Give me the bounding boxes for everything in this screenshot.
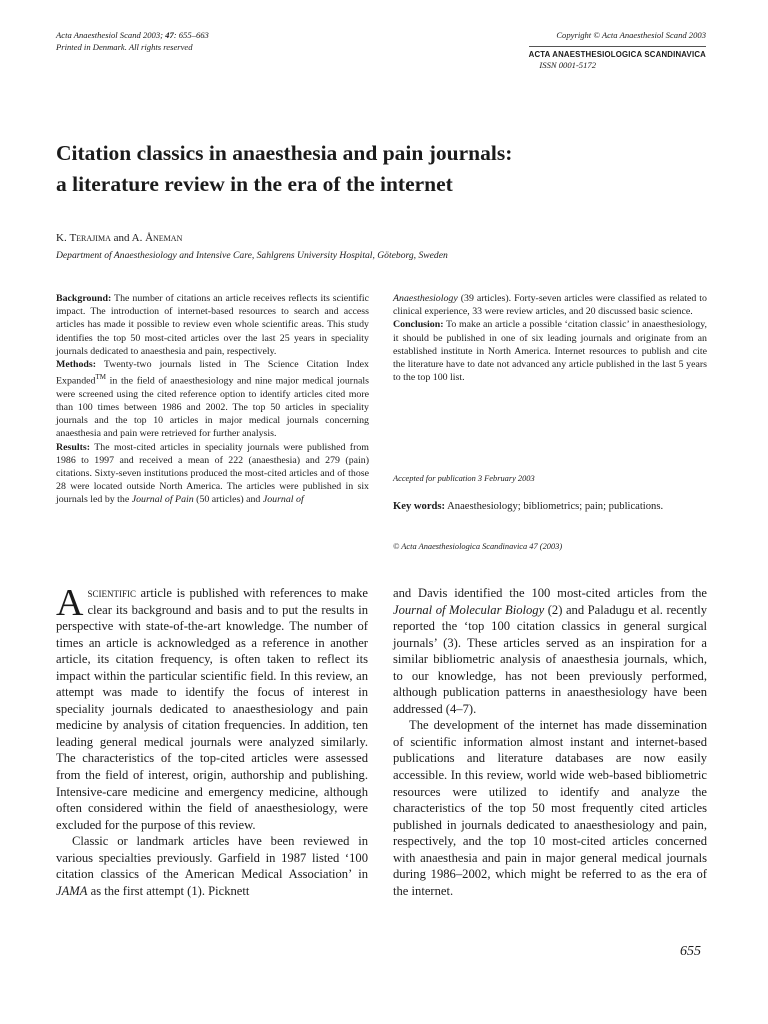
jama: JAMA xyxy=(56,883,88,898)
results-text-1: The most-cited articles in speciality journals were published from 1986 to 1997 and received a mean of 222 (anaesthesia) and 279 (pain) citations. Sixty-seven institutions produced the most-cited articles and of those 28 were located outside North America. The articles were published in six journals led by the xyxy=(56,441,369,506)
body-right-column xyxy=(393,585,707,899)
copyright-line: © Acta Anaesthesiologica Scandinavica 47 (2003) xyxy=(393,542,563,551)
results-text-3: (39 articles). Forty-seven articles were classified as related to clinical experience, 33 were review articles, and 20 discussed basic science. xyxy=(393,293,707,318)
authors xyxy=(56,232,182,244)
paragraph-2-text-1: Classic or landmark articles have been reviewed in various specialties previously. Garfield in 1987 listed ‘100 citation classics of the American Medical Association’ in xyxy=(56,834,368,882)
title-line-2: a literature review in the era of the internet xyxy=(56,172,453,196)
journal-anaesthesiology: Anaesthesiology xyxy=(393,293,458,304)
journal-citation-header xyxy=(56,30,209,53)
intro-paragraph-3: The development of the internet has made dissemination of scientific information almost instant and internet-based publications and literature databases are now easily accessible. In this review, world wide web-based bibliometric resources were utilized to identify and analyze the characteristics of the top 50 most frequently cited articles published in journals dedicated to anaesthesiology and pain, respectively, and the top 10 most-cited articles concerned with anaesthesia and pain in major general medical journals during 1986–2002, which might be referred to as the era of the internet. xyxy=(393,718,707,898)
paragraph-3-text-1: and Davis identified the 100 most-cited articles from the xyxy=(393,586,707,600)
page-number: 655 xyxy=(680,944,701,959)
keywords-text: Anaesthesiology; bibliometrics; pain; publications. xyxy=(445,501,664,512)
body-left-column xyxy=(56,582,368,899)
pages: : 655–663 xyxy=(173,30,209,40)
abstract-results xyxy=(56,441,369,507)
abstract-right-column xyxy=(393,292,707,384)
journal-of-pain: Journal of Pain xyxy=(131,494,194,506)
journal-header-right xyxy=(529,30,706,72)
keywords-label: Key words: xyxy=(393,501,446,512)
author-2-initial: A. xyxy=(131,232,146,244)
intro-paragraph-2-cont xyxy=(393,585,707,717)
abstract-methods xyxy=(56,358,369,441)
methods-label: Methods: xyxy=(56,359,97,371)
affiliation: Department of Anaesthesiology and Intensive Care, Sahlgrens University Hospital, Göteborg, Sweden xyxy=(56,250,448,261)
drop-cap: A xyxy=(56,582,84,624)
methods-text-1: Twenty-two journals listed in The Science Citation Index Expanded xyxy=(56,359,369,387)
small-caps-lead: scientific xyxy=(87,586,136,600)
citation-prefix: Acta Anaesthesiol Scand 2003; xyxy=(56,30,166,40)
citation-line xyxy=(56,30,209,42)
paragraph-1-text: article is published with references to make clear its background and basis and to put the results in perspective with state-of-the-art knowledge. The number of times an article is acknowledged as a reference in another article, its citation frequency, is often taken to reflect its impact within the particular scientific field. In this review, an attempt was made to identify the focus of interest in speciality journals dedicated to anaesthesiology and pain medicine by analysis of citation frequencies. In addition, ten leading general medical journals were analyzed similarly. The characteristics of the top-cited articles were assessed from the field of interest, origin, authorship and publishing. Intensive-care medicine and emergency medicine, although often considered within the field of anaesthesiology, were excluded for the purpose of this review. xyxy=(56,586,368,832)
abstract-conclusion xyxy=(393,318,707,384)
author-conjunction: and xyxy=(110,232,132,244)
journal-name: ACTA ANAESTHESIOLOGICA SCANDINAVICA xyxy=(529,46,706,61)
printed-line: Printed in Denmark. All rights reserved xyxy=(56,41,193,52)
background-label: Background: xyxy=(56,293,112,304)
conclusion-label: Conclusion: xyxy=(393,319,444,331)
article-title xyxy=(56,138,716,200)
issn: ISSN 0001-5172 xyxy=(539,60,596,70)
title-line-1: Citation classics in anaesthesia and pain journals: xyxy=(56,141,513,165)
author-1-initial: K. xyxy=(56,232,70,244)
accepted-date: Accepted for publication 3 February 2003 xyxy=(393,474,535,483)
conclusion-text: To make an article a possible ‘citation classic’ in anaesthesiology, it should be published in one of six leading journals and originate from an established institute in North America. Internet resources to publish and cite the literature have to date not advanced any article published in the last 5 years to the top 100 list. xyxy=(393,319,707,384)
results-label: Results: xyxy=(56,441,91,453)
methods-text-2: in the field of anaesthesiology and nine major medical journals were screened using the cited reference option to identify articles cited more than 100 times between 1986 and 2002. The top 50 articles in speciality journals and the top 10 articles in major medical journals concerning anaesthesia and pain were retrieved for further analysis. xyxy=(56,375,369,440)
journal-of: Journal of xyxy=(262,494,304,506)
intro-paragraph-2 xyxy=(56,833,368,899)
intro-paragraph-1 xyxy=(56,582,368,833)
abstract-left-column xyxy=(56,292,369,507)
abstract-background xyxy=(56,292,369,358)
trademark-mark: TM xyxy=(95,373,106,382)
volume: 47 xyxy=(165,30,174,40)
paragraph-2-text-2: as the first attempt (1). Picknett xyxy=(87,883,250,898)
results-text-2: (50 articles) and xyxy=(193,494,263,506)
journal-molecular-biology: Journal of Molecular Biology xyxy=(393,602,545,617)
author-1-name: Terajima xyxy=(69,232,111,244)
background-text: The number of citations an article receives reflects its scientific impact. The introduction of internet-based resources to search and access articles has made it possible to review even whole scientific areas. This study identifies the top 50 most-cited articles over the last 25 years in speciality journals dedicated to anaesthesia and pain, respectively. xyxy=(56,293,369,357)
abstract-results-cont xyxy=(393,292,707,318)
paragraph-3-text-2: (2) and Paladugu et al. recently reported the ‘top 100 citation classics in general surgical journals’ (3). These articles served as an inspiration for a similar bibliometric analysis of anaesthesia journals, which, to our knowledge, has not been previously performed, although publication patterns in anaesthesiology have been addressed (4–7). xyxy=(393,602,707,716)
copyright-header: Copyright © Acta Anaesthesiol Scand 2003 xyxy=(556,30,706,40)
author-2-name: Åneman xyxy=(145,232,183,244)
keywords xyxy=(393,500,707,514)
